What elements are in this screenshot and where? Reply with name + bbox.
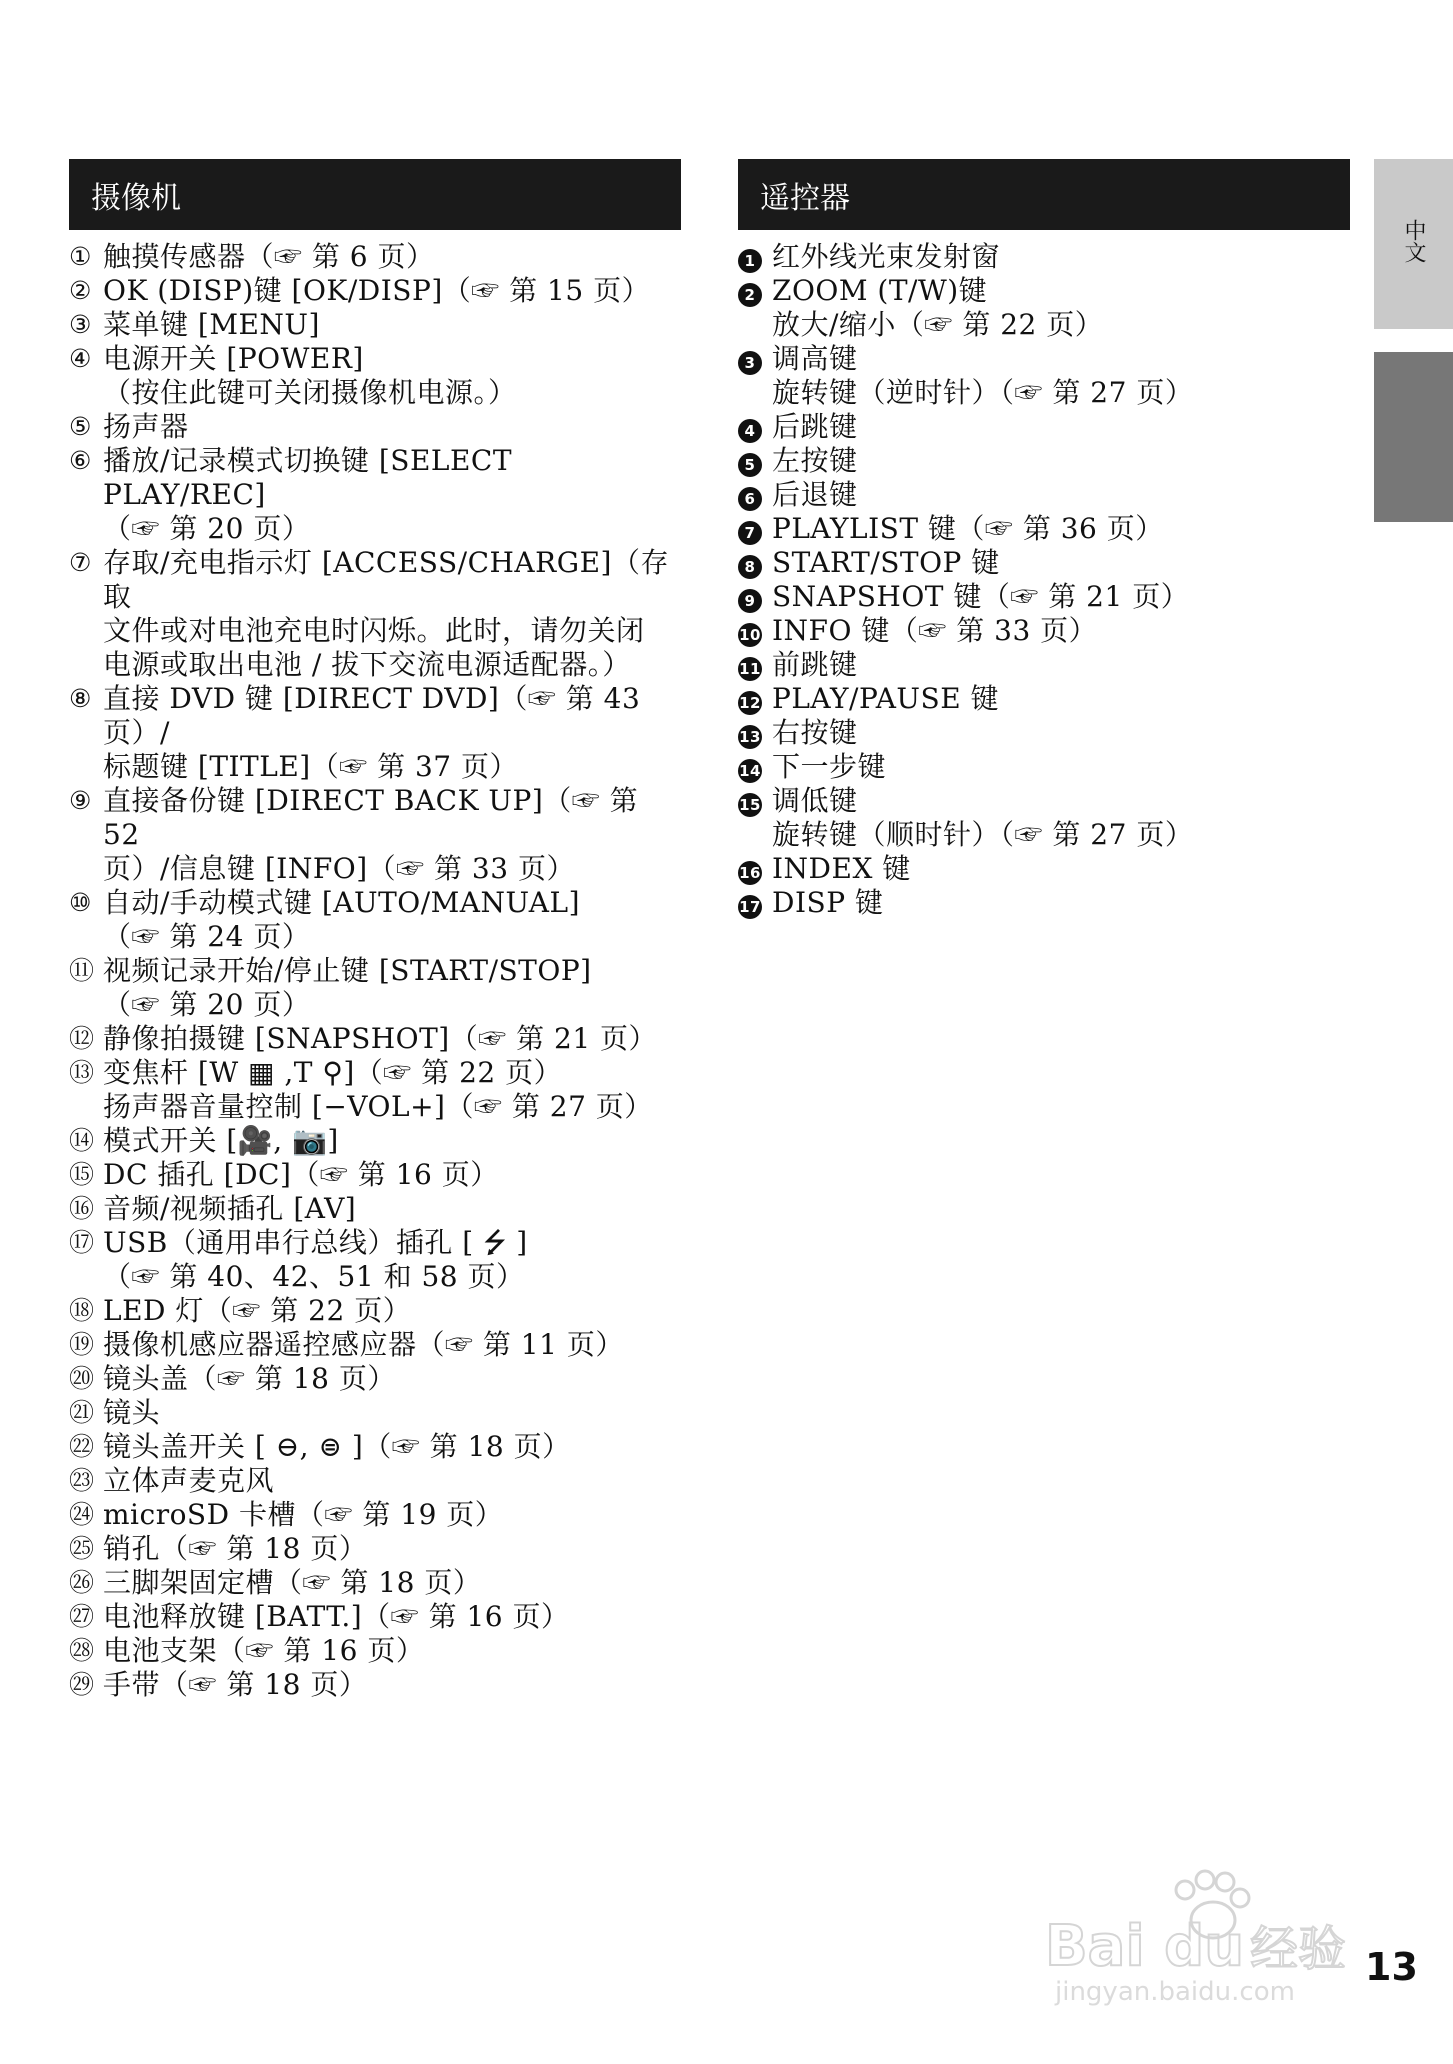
camera-part-item — [69, 410, 681, 444]
item-text: 直接 DVD 键 [DIRECT DVD]（☞ 第 43 页）/ 标题键 [TITLE]（☞ 第 37 页） — [103, 682, 641, 783]
item-number-badge — [738, 682, 772, 716]
item-text: DC 插孔 [DC]（☞ 第 16 页） — [103, 1158, 499, 1191]
item-number-badge — [738, 410, 772, 444]
item-number-badge — [738, 512, 772, 546]
item-text: 扬声器 — [103, 410, 189, 443]
camera-part-item — [69, 1124, 681, 1158]
item-number: ㉓ — [69, 1466, 95, 1495]
filled-circle-number: 1 — [738, 249, 762, 273]
camera-part-item — [69, 886, 681, 954]
item-number-badge — [738, 478, 772, 512]
item-number-badge — [738, 716, 772, 750]
camera-part-item — [69, 1668, 681, 1702]
camera-part-item — [69, 954, 681, 1022]
item-text: SNAPSHOT 键（☞ 第 21 页） — [772, 580, 1190, 613]
remote-part-item — [738, 580, 1350, 614]
item-text: ZOOM (T/W)键 放大/缩小（☞ 第 22 页） — [772, 274, 1104, 341]
item-number: ⑮ — [69, 1160, 95, 1189]
page-number: 13 — [1365, 1945, 1418, 1989]
item-text: 下一步键 — [772, 750, 887, 783]
remote-section — [738, 159, 1350, 920]
remote-part-item — [738, 886, 1350, 920]
remote-part-item — [738, 410, 1350, 444]
item-text: START/STOP 键 — [772, 546, 1000, 579]
item-number: ⑰ — [69, 1228, 95, 1257]
camera-part-item — [69, 682, 681, 784]
item-text: PLAY/PAUSE 键 — [772, 682, 1000, 715]
camera-part-item — [69, 1634, 681, 1668]
item-number: ⑩ — [69, 888, 92, 917]
item-number: ㉒ — [69, 1432, 95, 1461]
camera-part-item — [69, 1498, 681, 1532]
item-number: ⑳ — [69, 1364, 95, 1393]
item-number: ⑲ — [69, 1330, 95, 1359]
camera-part-item — [69, 546, 681, 682]
camera-part-item — [69, 274, 681, 308]
remote-part-item — [738, 682, 1350, 716]
filled-circle-number: 17 — [738, 895, 762, 919]
item-text: 销孔（☞ 第 18 页） — [103, 1532, 368, 1565]
item-text: INFO 键（☞ 第 33 页） — [772, 614, 1098, 647]
item-text: 模式开关 [🎥, 📷] — [103, 1124, 339, 1157]
item-number: ⑪ — [69, 956, 95, 985]
item-text: 手带（☞ 第 18 页） — [103, 1668, 368, 1701]
camera-part-item — [69, 1362, 681, 1396]
item-number: ⑧ — [69, 684, 92, 713]
item-number-badge — [738, 886, 772, 920]
remote-part-item — [738, 716, 1350, 750]
item-number: ⑦ — [69, 548, 92, 577]
item-number-badge — [738, 240, 772, 274]
filled-circle-number: 7 — [738, 521, 762, 545]
item-text: 视频记录开始/停止键 [START/STOP] （☞ 第 20 页） — [103, 954, 592, 1021]
item-text: 镜头盖（☞ 第 18 页） — [103, 1362, 396, 1395]
item-text: 播放/记录模式切换键 [SELECT PLAY/REC] （☞ 第 20 页） — [103, 444, 513, 545]
item-text: 立体声麦克风 — [103, 1464, 275, 1497]
item-text: 后跳键 — [772, 410, 858, 443]
item-text: 前跳键 — [772, 648, 858, 681]
item-number: ② — [69, 276, 92, 305]
camera-part-item — [69, 308, 681, 342]
filled-circle-number: 11 — [738, 657, 762, 681]
item-number: ⑬ — [69, 1058, 95, 1087]
remote-part-item — [738, 444, 1350, 478]
camera-section-title: 摄像机 — [69, 159, 681, 230]
filled-circle-number: 4 — [738, 419, 762, 443]
filled-circle-number: 14 — [738, 759, 762, 783]
item-text: 变焦杆 [W ▦ ,T ⚲]（☞ 第 22 页） 扬声器音量控制 [−VOL+]（☞ 第 27 页） — [103, 1056, 653, 1123]
item-text: 镜头 — [103, 1396, 161, 1429]
section-tab — [1374, 352, 1453, 522]
item-text: 调高键 旋转键（逆时针）（☞ 第 27 页） — [772, 342, 1194, 409]
remote-part-item — [738, 614, 1350, 648]
camera-part-item — [69, 1600, 681, 1634]
item-number: ㉔ — [69, 1500, 95, 1529]
item-number: ㉖ — [69, 1568, 95, 1597]
item-text: LED 灯（☞ 第 22 页） — [103, 1294, 412, 1327]
item-number: ㉕ — [69, 1534, 95, 1563]
item-number-badge — [738, 784, 772, 818]
remote-part-item — [738, 852, 1350, 886]
item-text: 左按键 — [772, 444, 858, 477]
item-number: ㉑ — [69, 1398, 95, 1427]
camera-parts-list — [69, 240, 681, 1702]
item-number-badge — [738, 444, 772, 478]
filled-circle-number: 15 — [738, 793, 762, 817]
filled-circle-number: 13 — [738, 725, 762, 749]
item-text: 摄像机感应器遥控感应器（☞ 第 11 页） — [103, 1328, 624, 1361]
remote-parts-list — [738, 240, 1350, 920]
item-number: ㉘ — [69, 1636, 95, 1665]
item-text: 调低键 旋转键（顺时针）（☞ 第 27 页） — [772, 784, 1194, 851]
item-number-badge — [738, 342, 772, 376]
item-number: ㉗ — [69, 1602, 95, 1631]
svg-text:经验: 经验 — [1250, 1921, 1347, 1977]
remote-part-item — [738, 342, 1350, 410]
item-number: ⑱ — [69, 1296, 95, 1325]
item-number-badge — [738, 852, 772, 886]
item-number-badge — [738, 274, 772, 308]
camera-part-item — [69, 1396, 681, 1430]
item-text: INDEX 键 — [772, 852, 911, 885]
camera-part-item — [69, 1022, 681, 1056]
item-text: 存取/充电指示灯 [ACCESS/CHARGE]（存取 文件或对电池充电时闪烁。此时，请勿关闭 电源或取出电池 / 拔下交流电源适配器。） — [103, 546, 669, 681]
item-number: ③ — [69, 310, 92, 339]
camera-part-item — [69, 1532, 681, 1566]
item-number-badge — [738, 614, 772, 648]
camera-part-item — [69, 1328, 681, 1362]
language-tab[interactable] — [1374, 159, 1453, 329]
filled-circle-number: 5 — [738, 453, 762, 477]
item-text: 后退键 — [772, 478, 858, 511]
remote-part-item — [738, 648, 1350, 682]
item-number-badge — [738, 648, 772, 682]
item-number: ⑭ — [69, 1126, 95, 1155]
remote-part-item — [738, 240, 1350, 274]
filled-circle-number: 8 — [738, 555, 762, 579]
item-number-badge — [738, 750, 772, 784]
item-text: 电源开关 [POWER] （按住此键可关闭摄像机电源。） — [103, 342, 517, 409]
filled-circle-number: 16 — [738, 861, 762, 885]
camera-section — [69, 159, 681, 1702]
remote-section-title: 遥控器 — [738, 159, 1350, 230]
item-text: DISP 键 — [772, 886, 884, 919]
camera-part-item — [69, 240, 681, 274]
filled-circle-number: 3 — [738, 351, 762, 375]
item-number: ① — [69, 242, 92, 271]
item-text: 三脚架固定槽（☞ 第 18 页） — [103, 1566, 482, 1599]
baidu-watermark-logo — [1035, 1850, 1365, 2010]
item-text: 电池释放键 [BATT.]（☞ 第 16 页） — [103, 1600, 570, 1633]
item-text: OK (DISP)键 [OK/DISP]（☞ 第 15 页） — [103, 274, 651, 307]
remote-part-item — [738, 512, 1350, 546]
item-text: microSD 卡槽（☞ 第 19 页） — [103, 1498, 504, 1531]
item-number-badge — [738, 580, 772, 614]
item-text: 自动/手动模式键 [AUTO/MANUAL] （☞ 第 24 页） — [103, 886, 581, 953]
item-number: ㉙ — [69, 1670, 95, 1699]
item-number: ⑤ — [69, 412, 92, 441]
remote-part-item — [738, 750, 1350, 784]
remote-part-item — [738, 478, 1350, 512]
language-tab-label: 中文 — [1401, 219, 1426, 263]
svg-text:Bai du: Bai du — [1045, 1914, 1245, 1979]
camera-part-item — [69, 1464, 681, 1498]
filled-circle-number: 6 — [738, 487, 762, 511]
item-text: 静像拍摄键 [SNAPSHOT]（☞ 第 21 页） — [103, 1022, 658, 1055]
camera-part-item — [69, 1430, 681, 1464]
camera-part-item — [69, 444, 681, 546]
item-text: 红外线光束发射窗 — [772, 240, 1001, 273]
camera-part-item — [69, 342, 681, 410]
item-text: 镜头盖开关 [ ⊖, ⊜ ]（☞ 第 18 页） — [103, 1430, 571, 1463]
item-text: 直接备份键 [DIRECT BACK UP]（☞ 第 52 页）/信息键 [INFO]（☞ 第 33 页） — [103, 784, 639, 885]
remote-part-item — [738, 784, 1350, 852]
item-number: ④ — [69, 344, 92, 373]
camera-part-item — [69, 1566, 681, 1600]
item-text: PLAYLIST 键（☞ 第 36 页） — [772, 512, 1164, 545]
camera-part-item — [69, 1294, 681, 1328]
item-text: 触摸传感器（☞ 第 6 页） — [103, 240, 435, 273]
filled-circle-number: 9 — [738, 589, 762, 613]
camera-part-item — [69, 1226, 681, 1294]
filled-circle-number: 10 — [738, 623, 762, 647]
remote-part-item — [738, 274, 1350, 342]
camera-part-item — [69, 1158, 681, 1192]
filled-circle-number: 12 — [738, 691, 762, 715]
remote-part-item — [738, 546, 1350, 580]
camera-part-item — [69, 784, 681, 886]
item-number-badge — [738, 546, 772, 580]
item-text: 右按键 — [772, 716, 858, 749]
item-number: ⑨ — [69, 786, 92, 815]
filled-circle-number: 2 — [738, 283, 762, 307]
item-text: 音频/视频插孔 [AV] — [103, 1192, 357, 1225]
item-number: ⑯ — [69, 1194, 95, 1223]
camera-part-item — [69, 1056, 681, 1124]
item-text: 电池支架（☞ 第 16 页） — [103, 1634, 425, 1667]
camera-part-item — [69, 1192, 681, 1226]
svg-text:jingyan.baidu.com: jingyan.baidu.com — [1055, 1977, 1295, 2007]
item-text: USB（通用串行总线）插孔 [ ⭍ ] （☞ 第 40、42、51 和 58 页） — [103, 1226, 528, 1293]
item-text: 菜单键 [MENU] — [103, 308, 320, 341]
item-number: ⑥ — [69, 446, 92, 475]
item-number: ⑫ — [69, 1024, 95, 1053]
